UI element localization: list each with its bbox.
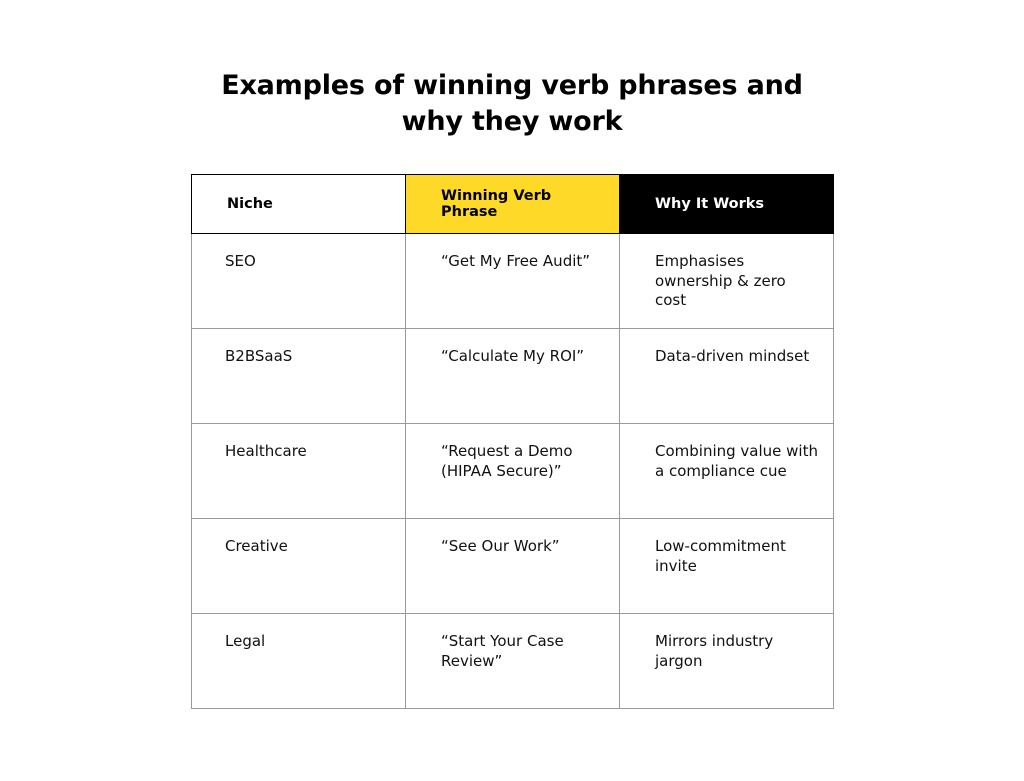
cell-phrase: “Request a Demo (HIPAA Secure)”	[406, 424, 620, 519]
header-niche: Niche	[192, 175, 406, 234]
table-header-row	[192, 175, 834, 234]
cell-phrase: “Calculate My ROI”	[406, 329, 620, 424]
cell-why: Low-commitment invite	[620, 519, 834, 614]
header-why-it-works: Why It Works	[620, 175, 834, 234]
table-row	[192, 519, 834, 614]
table-row	[192, 329, 834, 424]
cell-phrase: “Get My Free Audit”	[406, 234, 620, 329]
cell-phrase: “Start Your Case Review”	[406, 614, 620, 709]
cell-niche: Legal	[192, 614, 406, 709]
cell-niche: SEO	[192, 234, 406, 329]
page-title-line-2: why they work	[401, 106, 623, 138]
table-header	[192, 175, 834, 234]
cell-phrase: “See Our Work”	[406, 519, 620, 614]
header-winning-verb-phrase: Winning Verb Phrase	[406, 175, 620, 234]
cell-why: Mirrors industry jargon	[620, 614, 834, 709]
cell-niche: B2BSaaS	[192, 329, 406, 424]
cell-niche: Healthcare	[192, 424, 406, 519]
cell-why: Combining value with a compliance cue	[620, 424, 834, 519]
verb-phrases-table	[191, 174, 834, 709]
table-row	[192, 234, 834, 329]
page-title	[0, 68, 1024, 140]
page-title-line-1: Examples of winning verb phrases and	[221, 70, 803, 102]
table-row	[192, 424, 834, 519]
table-row	[192, 614, 834, 709]
table-body	[192, 234, 834, 709]
cell-niche: Creative	[192, 519, 406, 614]
cell-why: Emphasises ownership & zero cost	[620, 234, 834, 329]
cell-why: Data-driven mindset	[620, 329, 834, 424]
